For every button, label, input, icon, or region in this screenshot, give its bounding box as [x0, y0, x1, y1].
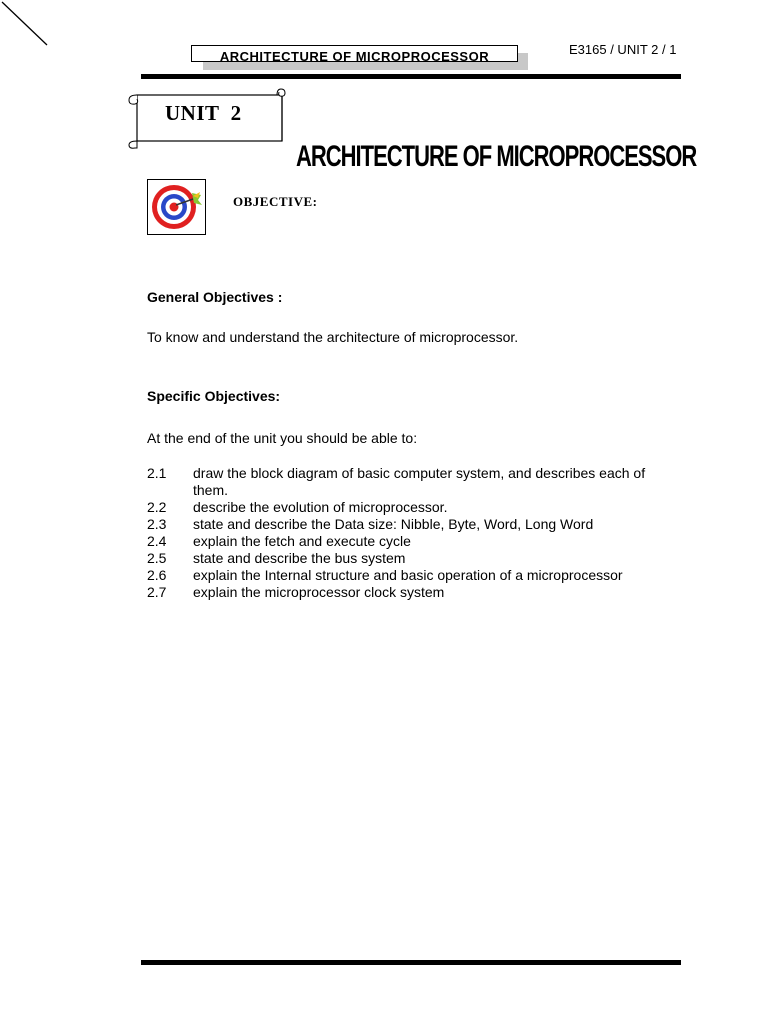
specific-objectives-intro: At the end of the unit you should be able to:	[147, 430, 418, 446]
main-title: ARCHITECTURE OF MICROPROCESSOR	[296, 139, 697, 173]
general-objectives-text: To know and understand the architecture of microprocessor.	[147, 329, 519, 345]
item-number: 2.4	[147, 533, 167, 549]
target-frame	[147, 179, 206, 235]
general-objectives-heading: General Objectives :	[147, 289, 283, 305]
item-text: explain the microprocessor clock system	[193, 584, 445, 600]
list-item	[147, 499, 687, 516]
list-item	[147, 465, 687, 499]
list-item	[147, 550, 687, 567]
item-number: 2.1	[147, 465, 167, 481]
item-number: 2.3	[147, 516, 167, 532]
item-text: state and describe the bus system	[193, 550, 406, 566]
bottom-rule	[141, 960, 681, 965]
corner-line	[0, 0, 50, 50]
item-text: draw the block diagram of basic computer system, and describes each of them.	[193, 465, 646, 498]
item-text: explain the Internal structure and basic operation of a microprocessor	[193, 567, 623, 583]
item-number: 2.2	[147, 499, 167, 515]
item-number: 2.6	[147, 567, 167, 583]
item-number: 2.7	[147, 584, 167, 600]
item-text: state and describe the Data size: Nibble, Byte, Word, Long Word	[193, 516, 594, 532]
target-with-arrow-icon	[148, 180, 205, 234]
list-item	[147, 567, 687, 584]
objective-heading: OBJECTIVE:	[233, 194, 318, 209]
list-item	[147, 584, 687, 601]
top-rule	[141, 74, 681, 79]
unit-label: UNIT 2	[165, 101, 242, 125]
unit-code: E3165 / UNIT 2 / 1	[569, 42, 677, 57]
list-item	[147, 516, 687, 533]
list-item	[147, 533, 687, 550]
specific-objectives-heading: Specific Objectives:	[147, 388, 281, 404]
item-text: explain the fetch and execute cycle	[193, 533, 411, 549]
item-text: describe the evolution of microprocessor.	[193, 499, 448, 515]
item-number: 2.5	[147, 550, 167, 566]
running-title: ARCHITECTURE OF MICROPROCESSOR	[191, 45, 518, 62]
objectives-list	[147, 465, 687, 601]
